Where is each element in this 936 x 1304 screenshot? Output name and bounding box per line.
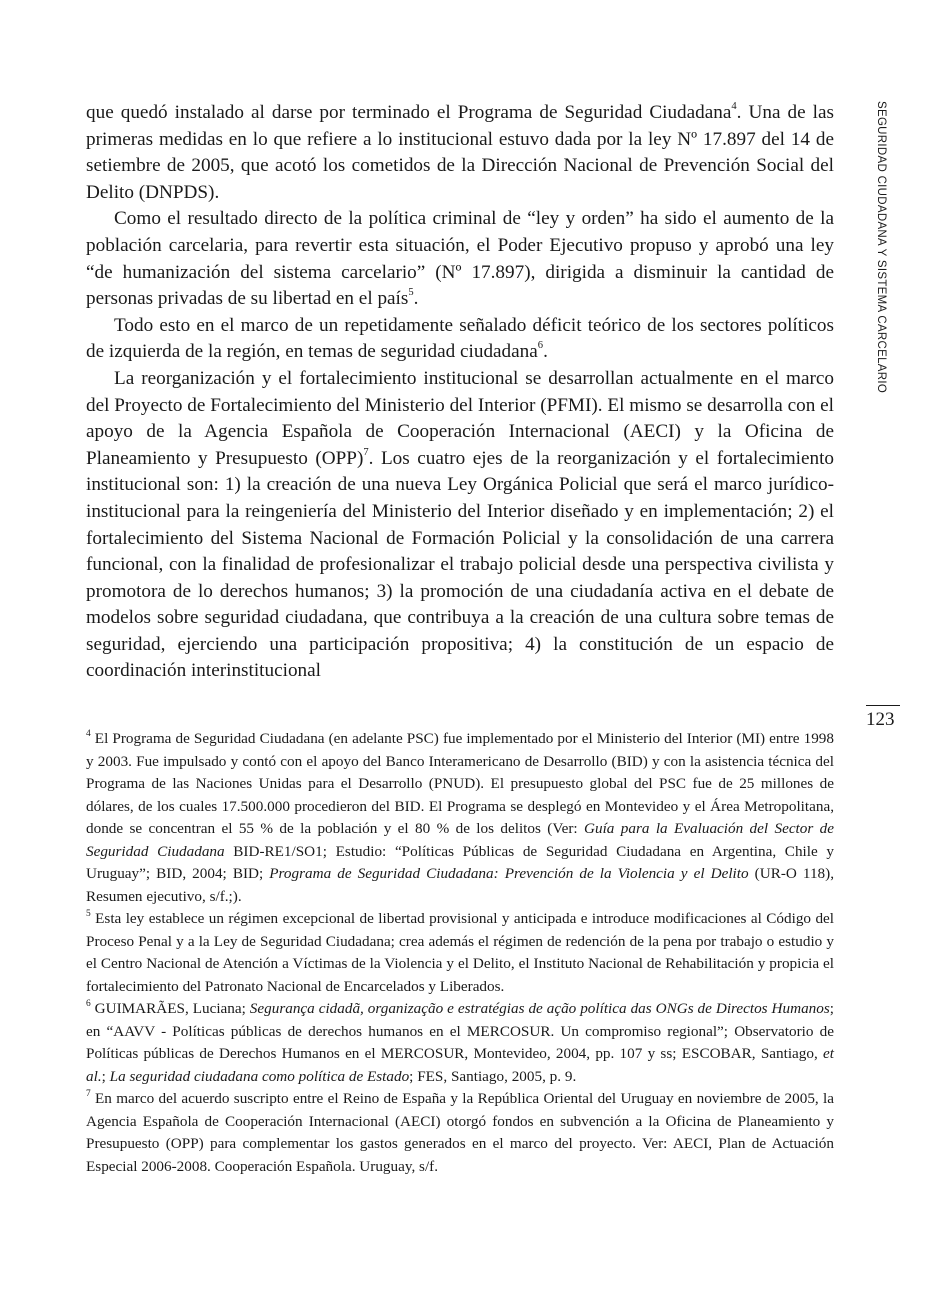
running-title: [868, 101, 887, 394]
footnote-ref-6: 6: [537, 340, 544, 352]
footnote-ref-4: 4: [731, 101, 737, 113]
footnote-7: $^7$ En marco del acuerdo suscripto entre el Reino de España y la República Oriental del Uruguay en noviembre de 2005, la Agencia Española de Cooperación Internacional (AECI) otorgó fondos en subvención a la Oficina de Planeamiento y Presupuesto (OPP) para complementar los gastos generados en el marco del proyecto. Ver: AECI, Plan de Actuación Especial 2006-2008. Cooperación Española. Uruguay, s/f.: [86, 1088, 834, 1175]
page-number-rule: [866, 705, 900, 706]
body-text: [86, 100, 834, 685]
paragraph-4: La reorganización y el fortalecimiento institucional se desarrollan actualmente en el marco del Proyecto de Fortalecimiento del Ministerio del Interior (PFMI). El mismo se desarrolla con el apoyo de la Agencia Española de Cooperación Internacional (AECI) y la Oficina de Planeamiento y Presupuesto (OPP)$^7$. Los cuatro ejes de la reorganización y el fortalecimiento institucional son: 1) la creación de una nueva Ley Orgánica Policial que será el marco jurídico-institucional para la reingeniería del Ministerio del Interior diseñado y en implementación; 2) el fortalecimiento del Sistema Nacional de Formación Policial y la consolidación de una carrera funcional, con la finalidad de profesionalizar el trabajo policial desde una perspectiva civilista y promotora de lo derechos humanos; 3) la promoción de una ciudadanía activa en el debate de modelos sobre seguridad ciudadana, que contribuya a la creación de una cultura sobre temas de seguridad, ejerciendo una participación propositiva; 4) la constitución de un espacio de coordinación interinstitucional: [86, 367, 834, 682]
paragraph-3: Todo esto en el marco de un repetidamente señalado déficit teórico de los sectores políticos de izquierda de la región, en temas de seguridad ciudadana$^6$.: [86, 314, 834, 363]
running-title-text: SEGURIDAD CIUDADANA Y SISTEMA CARCELARIO: [875, 101, 887, 394]
footnote-6: $^6$ GUIMARÃES, Luciana; Segurança cidadã, organização e estratégias de ação política das ONGs de Directos Humanos; en “AAVV - Políticas públicas de derechos humanos en el MERCOSUR. Un compromiso regional”; Observatorio de Políticas públicas de Derechos Humanos en el MERCOSUR, Montevideo, 2004, pp. 107 y ss; ESCOBAR, Santiago, et al.; La seguridad ciudadana como política de Estado; FES, Santiago, 2005, p. 9.: [86, 998, 834, 1085]
footnote-ref-7: 7: [363, 446, 369, 458]
footnote-ref-5: 5: [408, 287, 414, 299]
paragraph-1: que quedó instalado al darse por terminado el Programa de Seguridad Ciudadana$^4$. Una de las primeras medidas en lo que refiere a lo institucional estuvo dada por la ley Nº 17.897 del 14 de setiembre de 2005, que acotó los cometidos de la Dirección Nacional de Prevención Social del Delito (DNPDS).: [86, 101, 834, 203]
page-number: 123: [866, 709, 895, 730]
footnotes: [86, 728, 834, 1178]
footnote-4: $^4$ El Programa de Seguridad Ciudadana (en adelante PSC) fue implementado por el Ministerio del Interior (MI) entre 1998 y 2003. Fue impulsado y contó con el apoyo del Banco Interamericano de Desarrollo (BID) y con la asistencia técnica del Programa de las Naciones Unidas para el Desarrollo (PNUD). El presupuesto global del PSC fue de 25 millones de dólares, de los cuales 17.500.000 procedieron del BID. El Programa se desplegó en Montevideo y el Área Metropolitana, donde se concentran el 55 % de la población y el 80 % de los delitos (Ver: Guía para la Evaluación del Sector de Seguridad Ciudadana BID-RE1/SO1; Estudio: “Políticas Públicas de Seguridad Ciudadana en Argentina, Chile y Uruguay”; BID, 2004; BID; Programa de Seguridad Ciudadana: Prevención de la Violencia y el Delito (UR-O 118), Resumen ejecutivo, s/f.;).: [86, 728, 834, 905]
paragraph-2: Como el resultado directo de la política criminal de “ley y orden” ha sido el aumento de la población carcelaria, para revertir esta situación, el Poder Ejecutivo propuso y aprobó una ley “de humanización del sistema carcelario” (Nº 17.897), dirigida a disminuir la cantidad de personas privadas de su libertad en el país$^5$.: [86, 208, 834, 310]
footnote-5: $^5$ Esta ley establece un régimen excepcional de libertad provisional y anticipada e introduce modificaciones al Código del Proceso Penal y a la Ley de Seguridad Ciudadana; crea además el régimen de redención de la pena por trabajo o estudio y el Centro Nacional de Atención a Víctimas de la Violencia y el Delito, el Instituto Nacional de Rehabilitación y propicia el fortalecimiento del Patronato Nacional de Encarcelados y Liberados.: [86, 908, 834, 995]
